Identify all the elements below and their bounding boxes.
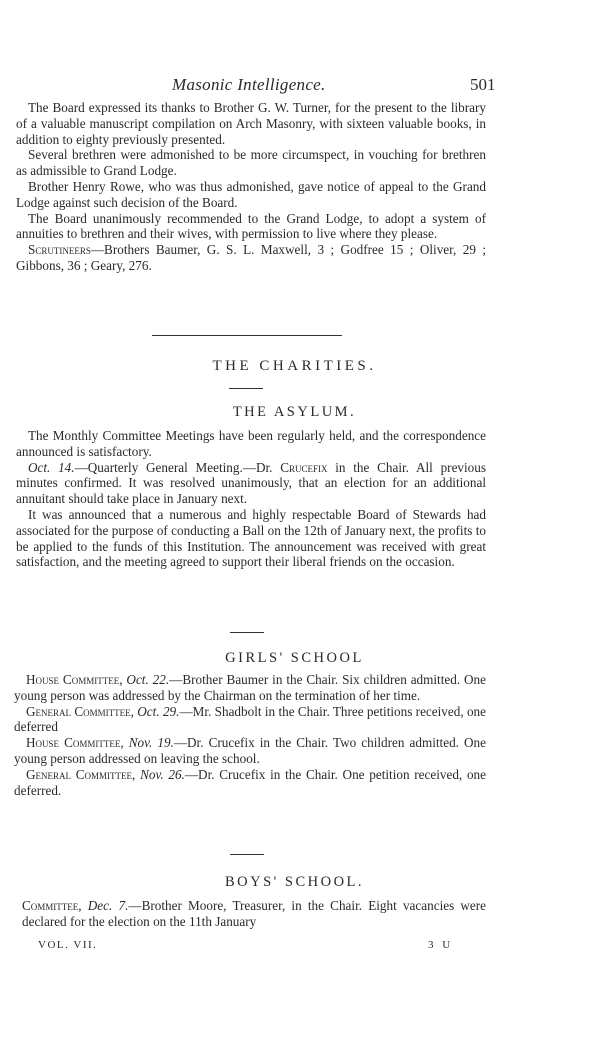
asylum-section xyxy=(16,428,486,570)
chair-name: Crucefix xyxy=(280,459,328,475)
paragraph: The Monthly Committee Meetings have been regularly held, and the correspondence announced is satisfactory. xyxy=(16,428,486,459)
asylum-heading: THE ASYLUM. xyxy=(232,404,357,420)
charities-heading: THE CHARITIES. xyxy=(212,358,377,374)
entry: General Committee, Oct. 29.—Mr. Shadbolt in the Chair. Three petitions received, one deferred xyxy=(14,703,486,735)
girls-school-heading: GIRLS' SCHOOL xyxy=(225,650,364,666)
paragraph: The Board unanimously recommended to the Grand Lodge, to adopt a system of annuities to brethren and their wives, with permission to live where they please. xyxy=(16,210,486,242)
paragraph xyxy=(16,242,486,274)
short-divider xyxy=(229,388,263,389)
page-number: 501 xyxy=(470,75,496,94)
running-title: Masonic Intelligence. xyxy=(172,75,326,94)
signature-mark: 3 U xyxy=(428,939,454,951)
page-footer xyxy=(38,939,458,951)
intro-section xyxy=(16,100,486,274)
boys-school-section xyxy=(22,898,486,930)
section-divider xyxy=(152,335,342,336)
girls-school-section xyxy=(14,672,486,798)
running-head xyxy=(0,75,589,97)
entry: House Committee, Oct. 22.—Brother Baumer in the Chair. Six children admitted. One young person was addressed by the Chairman on the termination of her time. xyxy=(14,672,487,703)
paragraph: Oct. 14.—Quarterly General Meeting.—Dr. Crucefix in the Chair. All previous minutes confirmed. It was resolved unanimously, that an election for an additional annuitant should take place in January next. xyxy=(16,459,486,507)
scrutineers-label: Scrutineers xyxy=(28,242,91,258)
paragraph: Several brethren were admonished to be more circumspect, in vouching for brethren as admissible to Grand Lodge. xyxy=(16,147,486,179)
entry: General Committee, Nov. 26.—Dr. Crucefix in the Chair. One petition received, one deferred. xyxy=(14,766,486,798)
entry: House Committee, Nov. 19.—Dr. Crucefix in the Chair. Two children admitted. One young person addressed on leaving the school. xyxy=(14,735,486,766)
date: Oct. 14. xyxy=(28,459,75,475)
entry: Committee, Dec. 7.—Brother Moore, Treasurer, in the Chair. Eight vacancies were declared for the election on the 11th January xyxy=(22,898,487,929)
volume-mark: VOL. VII. xyxy=(38,939,98,951)
short-divider xyxy=(230,632,264,633)
paragraph: The Board expressed its thanks to Brother G. W. Turner, for the present to the library of a valuable manuscript compilation on Arch Masonry, with sixteen valuable books, in addition to eighty previously presented. xyxy=(16,100,486,147)
scrutineers-text: —Brothers Baumer, G. S. L. Maxwell, 3 ; Godfree 15 ; Oliver, 29 ; Gibbons, 36 ; Geary, 276. xyxy=(16,242,486,273)
paragraph: Brother Henry Rowe, who was thus admonished, gave notice of appeal to the Grand Lodge against such decision of the Board. xyxy=(16,178,486,210)
boys-school-heading: BOYS' SCHOOL. xyxy=(224,874,365,890)
paragraph: It was announced that a numerous and highly respectable Board of Stewards had associated for the purpose of conducting a Ball on the 12th of January next, the profits to be applied to the funds of this Institution. The announcement was received with great satisfaction, and the meeting agreed to support their liberal friends on the occasion. xyxy=(16,506,486,570)
short-divider xyxy=(230,854,264,855)
